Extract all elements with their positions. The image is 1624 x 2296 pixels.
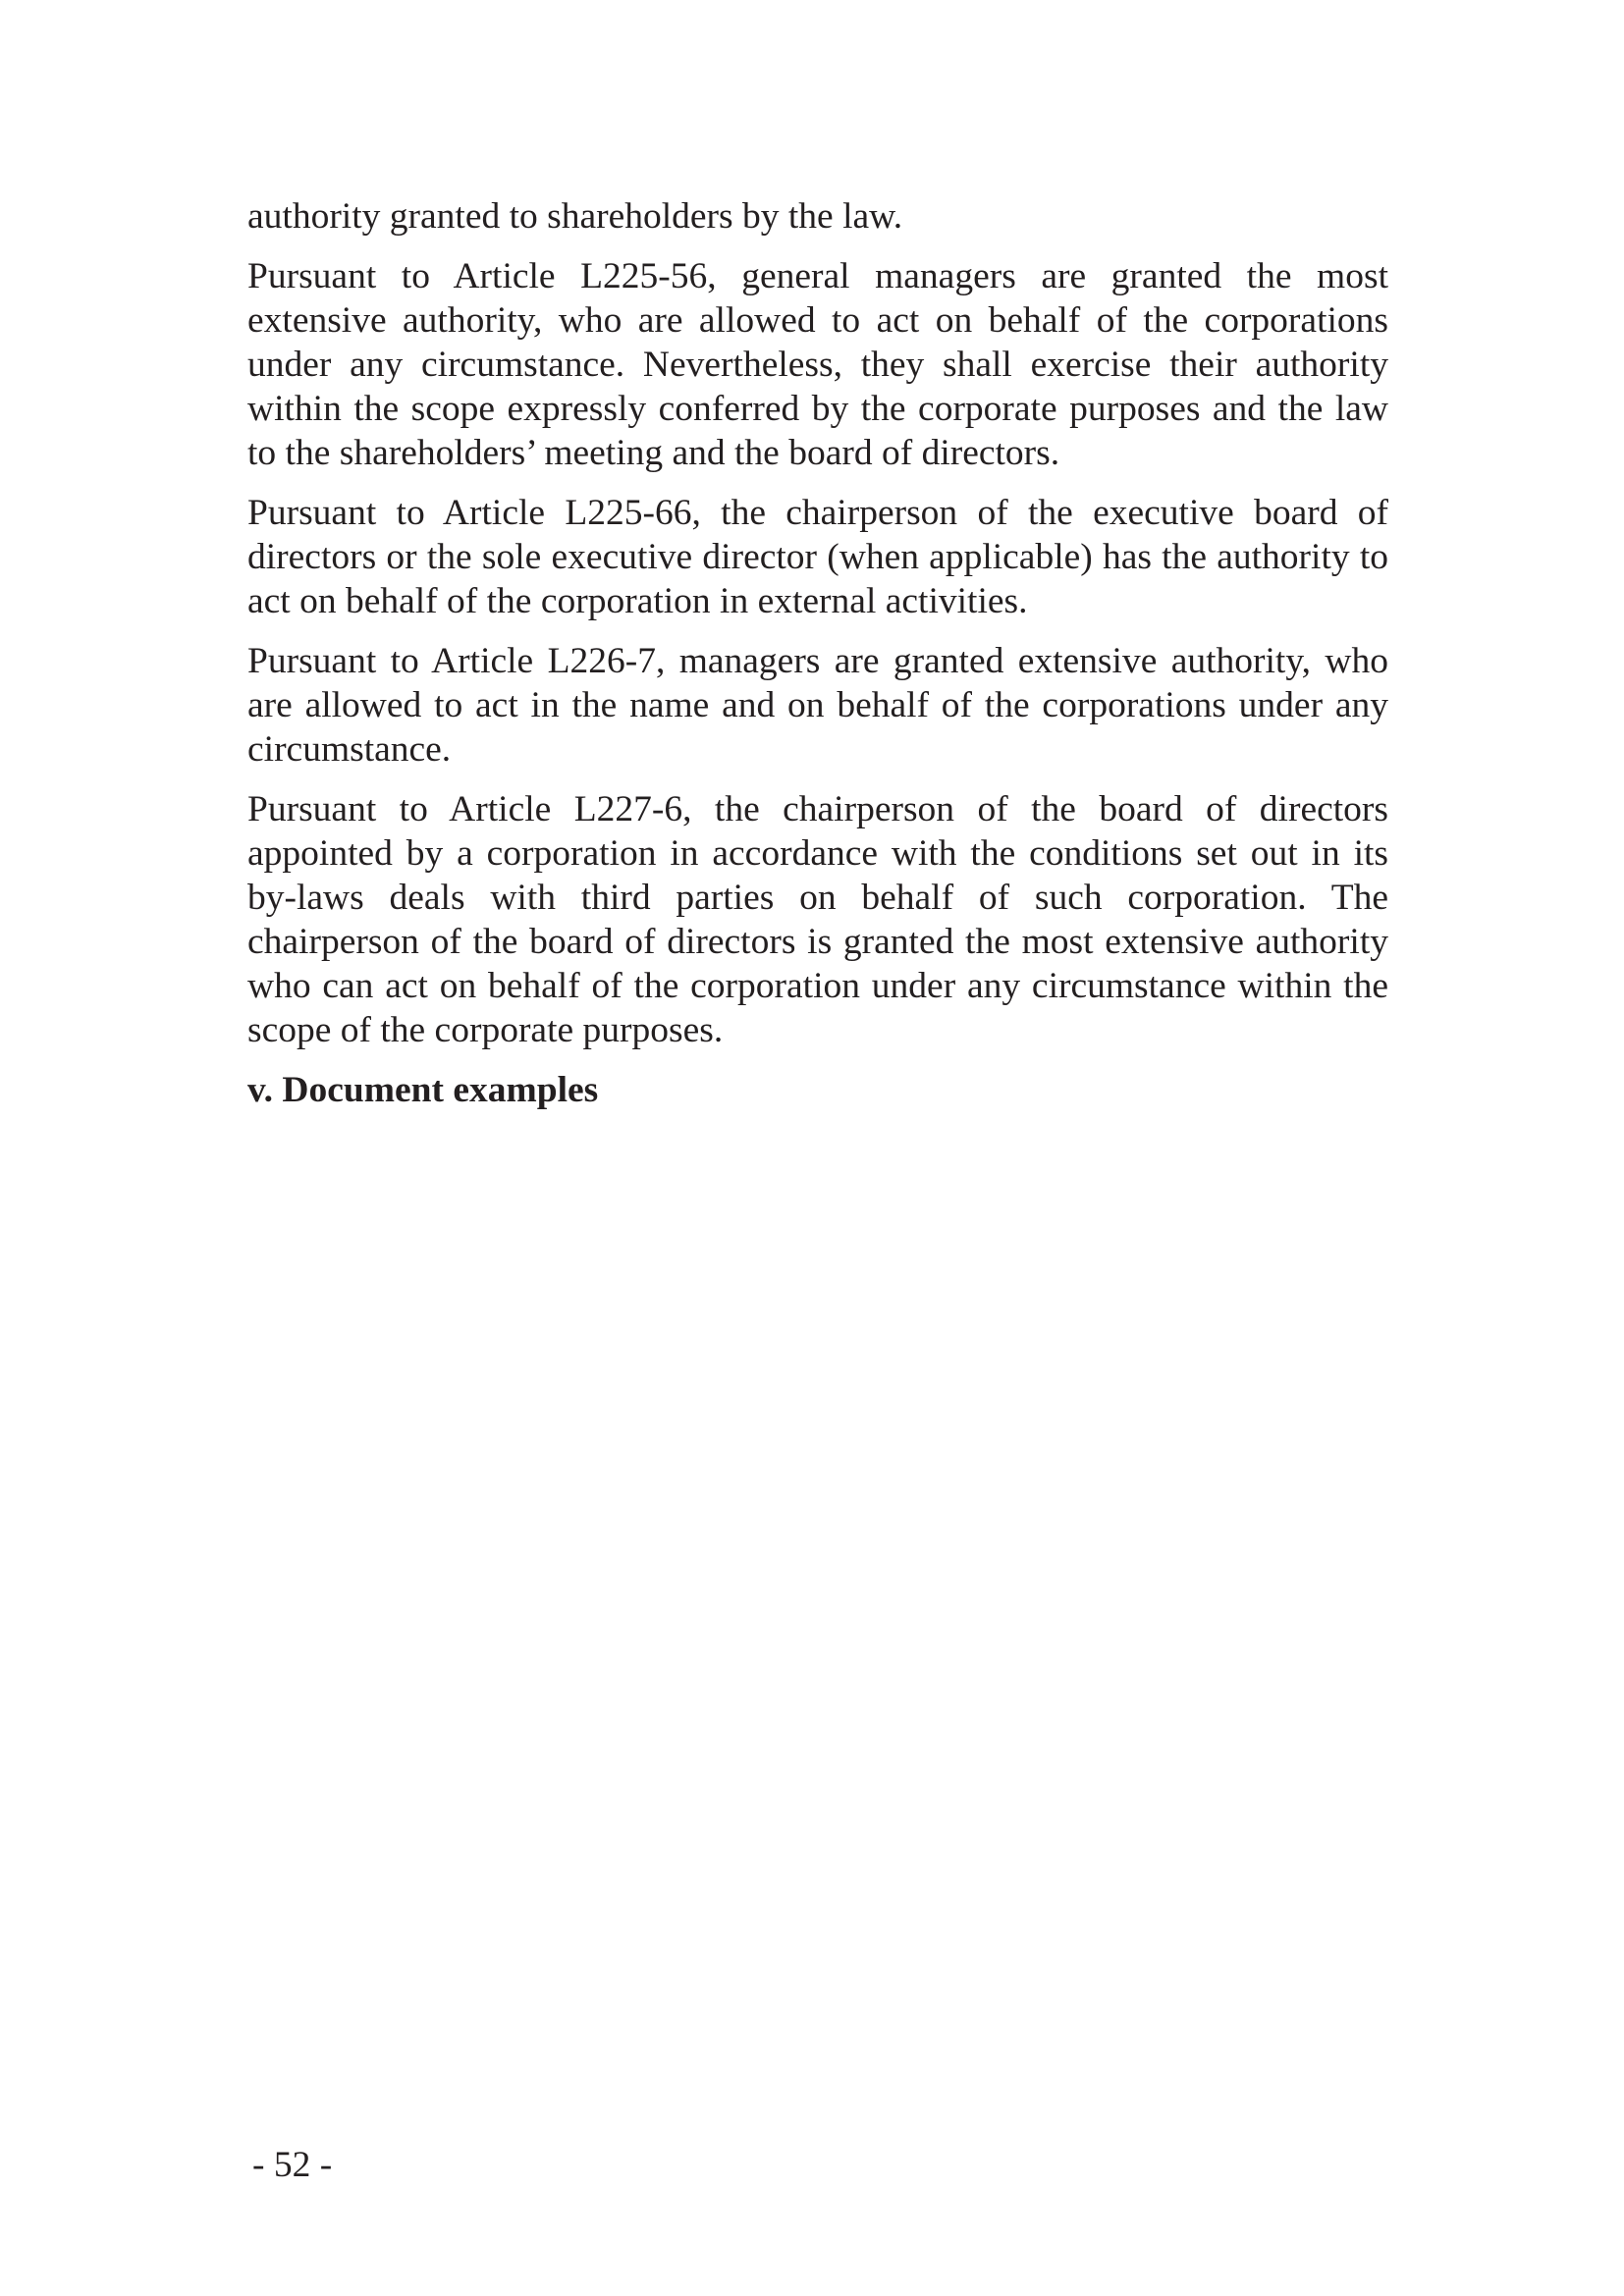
section-heading: v. Document examples (247, 1070, 599, 1110)
paragraph-article-l226-7: Pursuant to Article L226-7, managers are granted extensive authority, who are allowed to act in the name and on behalf of the corporations under any circumstance. (247, 641, 1388, 770)
page-number: - 52 - (252, 2145, 333, 2185)
page-body (247, 194, 1388, 1112)
paragraph-article-l225-56: Pursuant to Article L225-56, general managers are granted the most extensive authority, who are allowed to act on behalf of the corporations under any circumstance. Nevertheless, they shall exercise their authority within the scope expressly conferred by the corporate purposes and the law to the shareholders’ meeting and the board of directors. (247, 256, 1388, 473)
paragraph-article-l225-66: Pursuant to Article L225-66, the chairperson of the executive board of directors or the sole executive director (when applicable) has the authority to act on behalf of the corporation in external activities. (247, 493, 1388, 621)
paragraph-continuation: authority granted to shareholders by the law. (247, 196, 903, 237)
paragraph-article-l227-6: Pursuant to Article L227-6, the chairperson of the board of directors appointed by a corporation in accordance with the conditions set out in its by-laws deals with third parties on behalf of such corporation. The chairperson of the board of directors is granted the most extensive authority who can act on behalf of the corporation under any circumstance within the scope of the corporate purposes. (247, 789, 1388, 1050)
